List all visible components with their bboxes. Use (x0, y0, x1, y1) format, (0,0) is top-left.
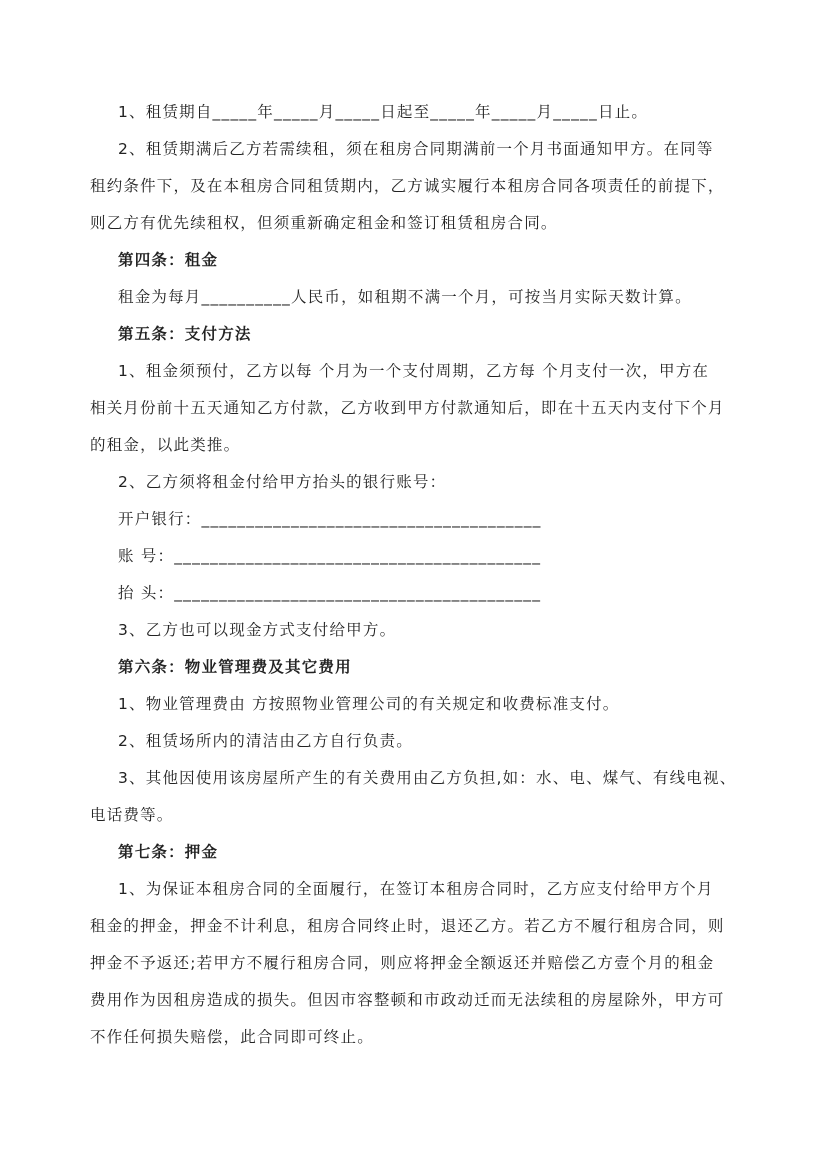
text-line: 1、租金须预付，乙方以每 个月为一个支付周期，乙方每 个月支付一次，甲方在 (118, 362, 710, 380)
section-heading: 第七条：押金 (118, 843, 219, 861)
document-page (90, 94, 737, 1056)
text-line: 不作任何损失赔偿，此合同即可终止。 (90, 1028, 374, 1046)
text-line: 2、租赁期满后乙方若需续租，须在租房合同期满前一个月书面通知甲方。在同等 (118, 140, 714, 158)
text-line: 1、为保证本租房合同的全面履行，在签订本租房合同时，乙方应支付给甲方个月 (118, 880, 714, 898)
text-line: 押金不予返还;若甲方不履行租房合同，则应将押金全额返还并赔偿乙方壹个月的租金 (90, 954, 715, 972)
text-line: 租约条件下，及在本租房合同租赁期内，乙方诚实履行本租房合同各项责任的前提下， (90, 177, 725, 195)
text-line: 租金的押金，押金不计利息，租房合同终止时，退还乙方。若乙方不履行租房合同，则 (90, 917, 725, 935)
text-line: 相关月份前十五天通知乙方付款，乙方收到甲方付款通知后，即在十五天内支付下个月 (90, 399, 725, 417)
section-heading: 第五条：支付方法 (118, 325, 252, 343)
section-heading: 第六条：物业管理费及其它费用 (118, 658, 352, 676)
section-heading: 第四条：租金 (118, 251, 219, 269)
text-line: 开户银行：______________________________________ (118, 510, 542, 528)
text-line: 2、租赁场所内的清洁由乙方自行负责。 (118, 732, 413, 750)
text-line: 电话费等。 (90, 806, 174, 824)
text-line: 则乙方有优先续租权，但须重新确定租金和签订租赁租房合同。 (90, 214, 558, 232)
text-line: 抬 头：_________________________________________ (118, 584, 542, 602)
text-line: 3、其他因使用该房屋所产生的有关费用由乙方负担,如：水、电、煤气、有线电视、 (118, 769, 737, 787)
text-line: 账 号：_________________________________________ (118, 547, 542, 565)
text-line: 1、租赁期自_____年_____月_____日起至_____年_____月_____日止。 (118, 103, 649, 121)
text-line: 费用作为因租房造成的损失。但因市容整顿和市政动迁而无法续租的房屋除外，甲方可 (90, 991, 725, 1009)
text-line: 的租金，以此类推。 (90, 436, 241, 454)
text-line: 3、乙方也可以现金方式支付给甲方。 (118, 621, 397, 639)
text-line: 2、乙方须将租金付给甲方抬头的银行账号： (118, 473, 447, 491)
text-line: 1、物业管理费由 方按照物业管理公司的有关规定和收费标准支付。 (118, 695, 620, 713)
text-line: 租金为每月__________人民币，如租期不满一个月，可按当月实际天数计算。 (118, 288, 692, 306)
